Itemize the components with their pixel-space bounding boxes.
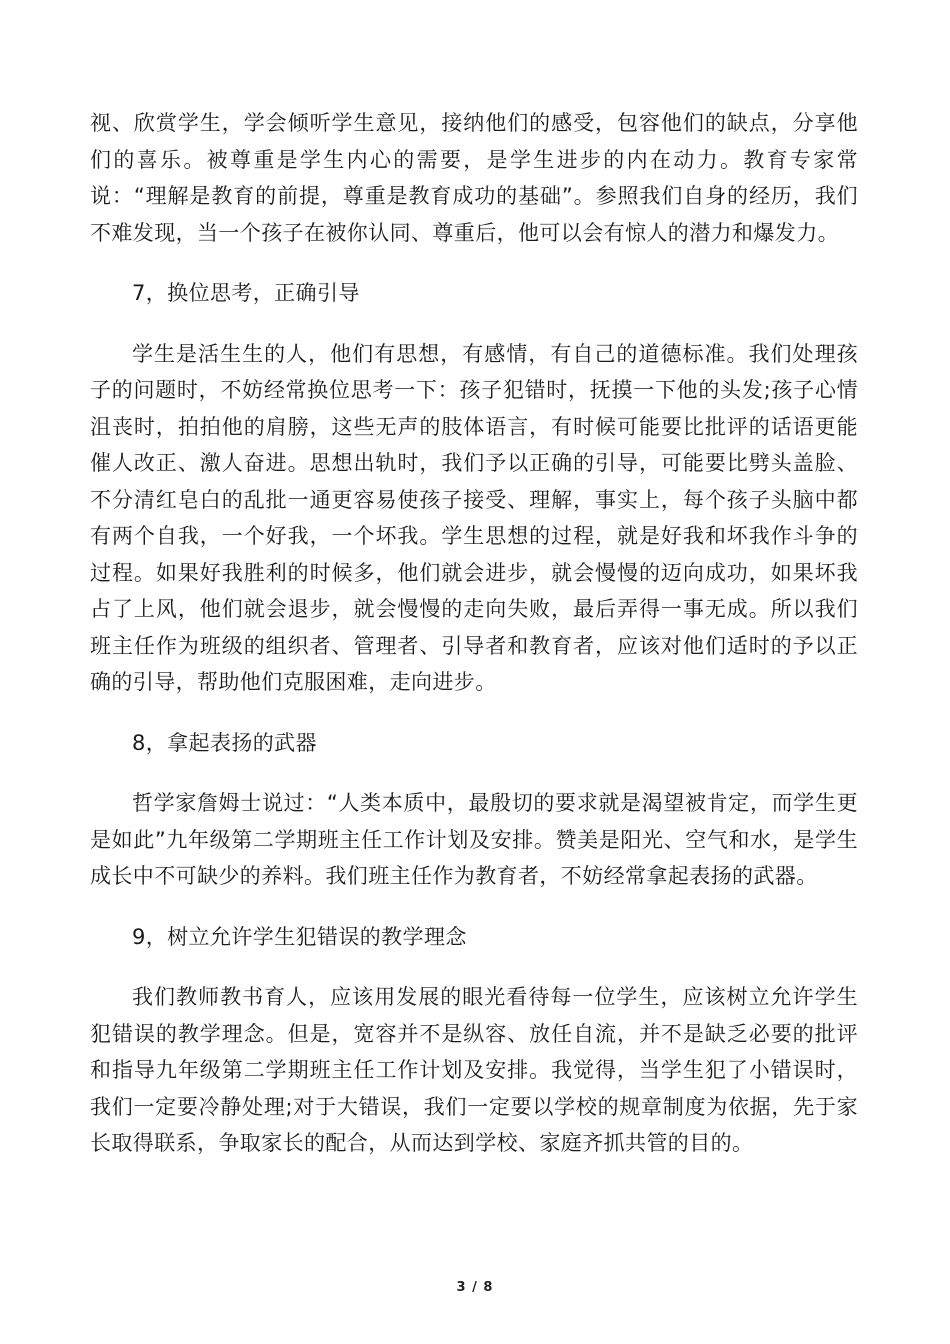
body-paragraph: 我们教师教书育人，应该用发展的眼光看待每一位学生，应该树立允许学生犯错误的教学理念。但是，宽容并不是纵容、放任自流，并不是缺乏必要的批评和指导九年级第二学期班主任工作计划及安排。我觉得，当学生犯了小错误时，我们一定要冷静处理;对于大错误，我们一定要以学校的规章制度为依据，先于家长取得联系，争取家长的配合，从而达到学校、家庭齐抓共管的目的。 [90,985,858,1155]
section-heading-7: 7，换位思考，正确引导 [132,281,360,305]
body-paragraph: 哲学家詹姆士说过：“人类本质中，最殷切的要求就是渴望被肯定，而学生更是如此”九年级第二学期班主任工作计划及安排。赞美是阳光、空气和水，是学生成长中不可缺少的养料。我们班主任作为教育者，不妨经常拿起表扬的武器。 [90,791,858,888]
section-heading-8: 8，拿起表扬的武器 [132,730,317,755]
section-heading-9: 9，树立允许学生犯错误的教学理念 [132,924,467,949]
document-body [90,105,858,1162]
page-number: 3 / 8 [456,1280,494,1295]
body-paragraph: 视、欣赏学生，学会倾听学生意见，接纳他们的感受，包容他们的缺点，分享他们的喜乐。被尊重是学生内心的需要，是学生进步的内在动力。教育专家常说：“理解是教育的前提，尊重是教育成功的基础”。参照我们自身的经历，我们不难发现，当一个孩子在被你认同、尊重后，他可以会有惊人的潜力和爆发力。 [90,111,858,245]
body-paragraph: 学生是活生生的人，他们有思想，有感情，有自己的道德标准。我们处理孩子的问题时，不妨经常换位思考一下：孩子犯错时，抚摸一下他的头发;孩子心情沮丧时，拍拍他的肩膀，这些无声的肢体语言，有时候可能要比批评的话语更能催人改正、激人奋进。思想出轨时，我们予以正确的引导，可能要比劈头盖脸、不分清红皂白的乱批一通更容易使孩子接受、理解，事实上，每个孩子头脑中都有两个自我，一个好我，一个坏我。学生思想的过程，就是好我和坏我作斗争的过程。如果好我胜利的时候多，他们就会进步，就会慢慢的迈向成功，如果坏我占了上风，他们就会退步，就会慢慢的走向失败，最后弄得一事无成。所以我们班主任作为班级的组织者、管理者、引导者和教育者，应该对他们适时的予以正确的引导，帮助他们克服困难，走向进步。 [90,341,858,694]
